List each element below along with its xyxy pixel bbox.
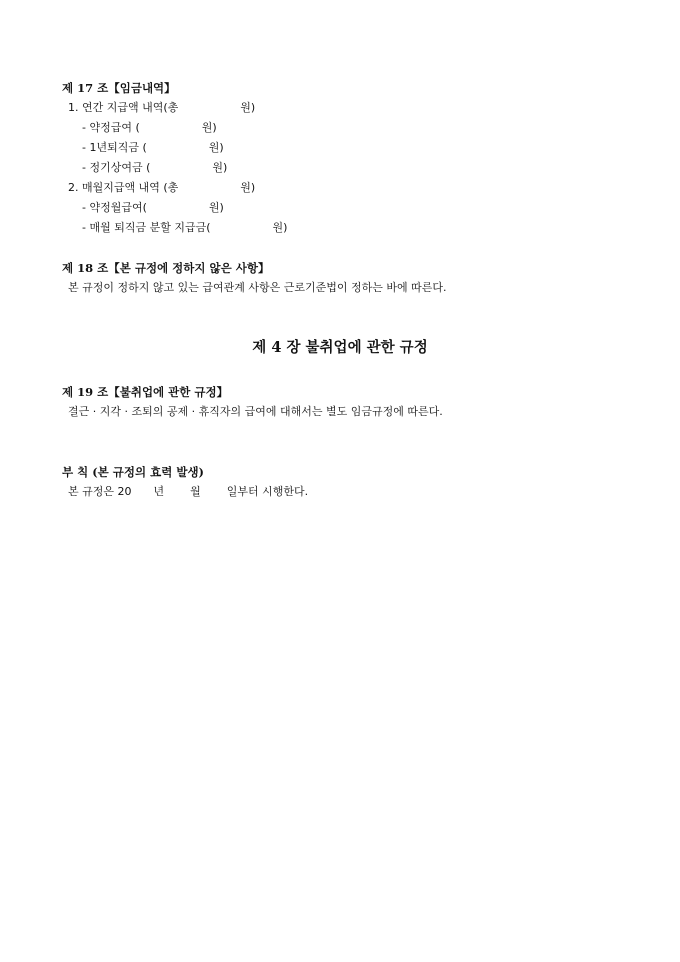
article-17-title: 제 17 조【임금내역】 bbox=[62, 81, 176, 95]
bonus-line bbox=[62, 158, 640, 178]
contract-pay-label: - 약정급여 ( bbox=[82, 121, 140, 134]
month-label: 월 bbox=[190, 485, 201, 498]
monthly-severance-unit: 원) bbox=[272, 221, 288, 234]
annual-pay-unit: 원) bbox=[240, 101, 256, 114]
contract-pay-unit: 원) bbox=[201, 121, 217, 134]
effective-date-prefix: 본 규정은 20 bbox=[68, 485, 132, 498]
severance-label: - 1년퇴직금 ( bbox=[82, 141, 147, 154]
bonus-unit: 원) bbox=[212, 161, 228, 174]
annual-pay-label: 1. 연간 지급액 내역(총 bbox=[68, 101, 179, 114]
article-18-title: 제 18 조【본 규정에 정하지 않은 사항】 bbox=[62, 261, 270, 275]
severance-unit: 원) bbox=[208, 141, 224, 154]
monthly-pay-unit: 원) bbox=[240, 181, 256, 194]
article-18 bbox=[62, 258, 640, 298]
chapter-4-title: 제 4 장 불취업에 관한 규정 bbox=[252, 339, 428, 356]
monthly-pay-line bbox=[62, 178, 640, 198]
monthly-contract-label: - 약정월급여( bbox=[82, 201, 147, 214]
article-17 bbox=[62, 78, 640, 238]
effective-date-suffix: 일부터 시행한다. bbox=[226, 485, 309, 498]
monthly-severance-label: - 매월 퇴직금 분할 지급금( bbox=[82, 221, 211, 234]
article-18-text: 본 규정이 정하지 않고 있는 급여관계 사항은 근로기준법이 정하는 바에 따른다. bbox=[68, 281, 447, 294]
article-19-text: 결근 · 지각 · 조퇴의 공제 · 휴직자의 급여에 대해서는 별도 임금규정에 따른다. bbox=[68, 405, 443, 418]
annual-pay-line bbox=[62, 98, 640, 118]
article-19 bbox=[62, 382, 640, 422]
addendum bbox=[62, 462, 640, 502]
effective-date-line bbox=[62, 482, 640, 502]
severance-line bbox=[62, 138, 640, 158]
contract-pay-line bbox=[62, 118, 640, 138]
monthly-contract-line bbox=[62, 198, 640, 218]
monthly-pay-label: 2. 매월지급액 내역 (총 bbox=[68, 181, 179, 194]
bonus-label: - 정기상여금 ( bbox=[82, 161, 151, 174]
monthly-contract-unit: 원) bbox=[208, 201, 224, 214]
year-label: 년 bbox=[153, 485, 165, 498]
addendum-title: 부 칙 (본 규정의 효력 발생) bbox=[62, 465, 204, 479]
monthly-severance-line bbox=[62, 218, 640, 238]
article-19-title: 제 19 조【불취업에 관한 규정】 bbox=[62, 385, 229, 399]
